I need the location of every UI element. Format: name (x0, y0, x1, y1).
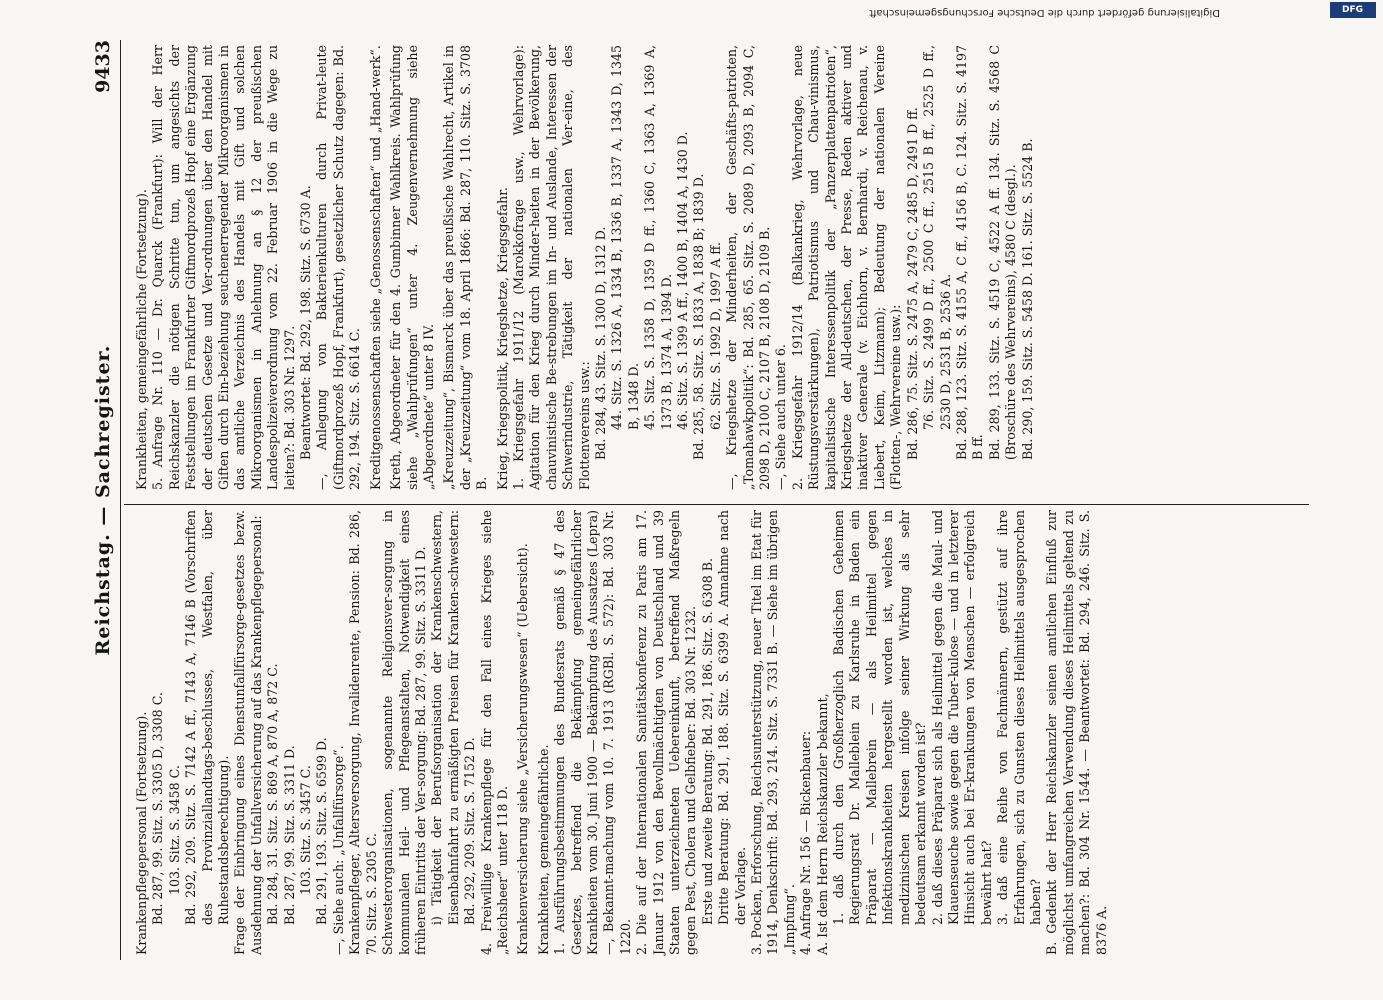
entry-heading: „Kreuzzeitung“, Bismarck über das preußische Wahlrecht, Artikel in der „Kreuzzeitung“ vom 18. April 1866: Bd. 287, 110. Sitz. S. 3708 B. (441, 45, 490, 490)
index-entry: Bd. 284, 43. Sitz. S. 1300 D, 1312 D. (592, 226, 608, 460)
index-entry: Bd. 288, 123. Sitz. S. 4155 A, C ff., 4156 B, C. 124. Sitz. S. 4197 B ff. (953, 45, 986, 460)
index-entry: 44. Sitz. S. 1326 A, 1334 B, 1336 B, 1337 A, 1343 D, 1345 B, 1348 D. (609, 45, 641, 430)
index-entry: Schwesterorganisationen, sogenannte Religionsver-sorgung in kommunalen Heil- und Pflegeanstalten, Notwendigkeit eines früheren Eintritts der Ver-sorgung: Bd. 287, 99. Sitz. S. 3311 D. (380, 510, 428, 955)
index-entry: i) Tätigkeit der Berufsorganisation der Krankenschwestern, Eisenbahnfahrt zu ermäßigten Preisen für Kranken-schwestern: Bd. 292, 209. Sitz. S. 7152 D. (429, 510, 478, 925)
credit-text: Digitalisierung gefördert durch die Deutsche Forschungsgemeinschaft (869, 7, 1220, 18)
index-entry: Bd. 287, 99. Sitz. S. 3305 D, 3308 C. (150, 692, 166, 925)
index-entry: 2. Die auf der Internationalen Sanitätskonferenz zu Paris am 17. Januar 1912 von den Bevollmächtigten von Deutschland und 39 Staaten unterzeichneten Uebereinkunft, betreffend Maßregeln gegen Pest, Cholera und Gelbfieber: Bd. 303 Nr. 1232. (634, 510, 699, 955)
index-entry: 46. Sitz. S. 1399 A ff., 1400 B, 1404 A, 1430 D. (675, 131, 690, 430)
entry-heading: Krankenversicherung siehe „Versicherungswesen“ (Uebersicht). (515, 543, 531, 955)
index-entry: 4. Anfrage Nr. 156 — Bickenbauer: (798, 730, 814, 955)
entry-heading: Krieg, Kriegspolitik, Kriegshetze, Kriegsgefahr. (494, 187, 510, 490)
entry-heading: Krankenpflegepersonal (Fortsetzung). (134, 711, 149, 955)
page-number: 9433 (92, 40, 114, 93)
index-entry: Bd. 290, 159. Sitz. S. 5458 D. 161. Sitz. S. 5524 B. (1019, 138, 1035, 460)
index-entry: 5. Anfrage Nr. 110 — Dr. Quarck (Frankfurt): Will der Herr Reichskanzler die nötigen Schritte tun, um angesichts der Feststellungen im Frankfurter Giftmordprozeß Hopf eine Ergänzung der deutschen Gesetze und Ver-ordnungen über den Handel mit Giften durch Ein-beziehung seuchenerregender Mikroorganismen in das amtliche Verzeichnis des Handels mit Gift und solchen Mikroorganismen in Anlehnung an § 12 der preußischen Landespolizeiverordnung vom 22. Februar 1906 in die Wege zu leiten?: Bd. 303 Nr. 1297. (150, 45, 297, 490)
column-divider (124, 504, 1309, 505)
index-entry: Bd. 286, 75. Sitz. S. 2475 A, 2479 C, 2485 D, 2491 D ff. (904, 107, 920, 460)
index-entry: 76. Sitz. S. 2499 D ff., 2500 C ff., 2515 B ff., 2525 D ff., 2530 D, 2531 B, 2536 A. (921, 45, 953, 430)
entry-heading: Kreth, Abgeordneter für den 4. Gumbinner Wahlkreis. Wahlprüfung siehe „Wahlprüfungen“ unter 4. Zeugenvernehmung siehe „Abgeordnete“ unter 8 IV. (388, 45, 436, 490)
right-column (130, 45, 1036, 490)
running-header (88, 40, 121, 960)
index-entry: 3. Pocken, Erforschung, Reichsunterstützung, neuer Titel im Etat für 1914, Denkschrift: Bd. 293, 214. Sitz. S. 7331 B. — Siehe im übrigen „Impfung“. (749, 510, 797, 955)
index-entry: Beantwortet: Bd. 292, 198. Sitz. S. 6730 A. (298, 185, 314, 460)
index-entry: —, Siehe auch unter 6. (773, 344, 789, 490)
index-entry: Bd. 284, 31. Sitz. S. 869 A, 870 A, 872 C. (265, 663, 281, 925)
index-entry: Bd. 287, 99. Sitz. S. 3311 D. (281, 745, 297, 925)
index-entry: —, Anlegung von Bakterienkulturen durch Privat-leute (Giftmordprozeß Hopf, Frankfurt), gesetzlicher Schutz dagegen: Bd. 292, 194. Sitz. S. 6614 C. (314, 45, 363, 490)
index-entry: Bd. 292, 209. Sitz. S. 7142 A ff., 7143 A, 7146 B (Vorschriften des Provinziallandtags-beschlusses, Westfalen, über Ruhestandsberechtigung). (183, 510, 232, 925)
header-title: Reichstag. — Sachregister. (92, 344, 114, 656)
index-entry: 103. Sitz. S. 3458 C. (166, 765, 182, 895)
index-entry: 2. daß dieses Präparat sich als Heilmittel gegen die Maul- und Klauenseuche sowie gegen die Tuber-kulose — und in letzterer Hinsicht auch bei Er-krankungen von Menschen — erfolgreich bewährt hat? (929, 510, 994, 925)
index-entry: Frage der Einbringung eines Dienstunfallfürsorge-gesetzes bezw. Ausdehnung der Unfallversicherung auf das Krankenpflegepersonal: (232, 510, 264, 955)
entry-heading: Krankheiten, gemeingefährliche (Fortsetzung). (134, 189, 149, 490)
digitization-credit (0, 0, 1383, 20)
index-entry: 1. Kriegsgefahr 1911/12 (Marokkofrage usw., Wehrvorlage): Agitation für den Krieg durch Minder-heiten in der Bevölkerung, chauvinistische Be-strebungen im In- und Auslande, Interessen der Schwerindustrie, Tätigkeit der nationalen Ver-eine, des Flottenvereins usw.: (510, 45, 592, 490)
index-entry: Dritte Beratung: Bd. 291, 188. Sitz. S. 6399 A. Annahme nach der Vorlage. (716, 510, 748, 925)
left-column (130, 510, 1110, 955)
index-entry: Bd. 291, 193. Sitz. S. 6599 D. (314, 737, 330, 925)
index-entry: 1. Ausführungsbestimmungen des Bundesrats gemäß § 47 des Gesetzes, betreffend die Bekämpfung gemeingefährlicher Krankheiten vom 30. Juni 1900 — Bekämpfung des Aussatzes (Lepra) —, Bekannt-machung vom 10. 7. 1913 (RGBl. S. 572): Bd. 303 Nr. 1220. (552, 510, 633, 955)
index-entry: A. Ist dem Herrn Reichskanzler bekannt, (814, 693, 830, 955)
index-entry: 3. daß eine Reihe von Fachmännern, gestützt auf ihre Erfahrungen, sich zu Gunsten dieses Heilmittels ausgesprochen haben? (995, 510, 1043, 925)
index-entry: Krankenpfleger, Altersversorgung, Invalidenrente, Pension: Bd. 286, 70. Sitz. S. 2305 C. (347, 510, 379, 955)
index-entry: 2. Kriegsgefahr 1912/14 (Balkankrieg, Wehrvorlage, neue Rüstungsverstärkungen), Patriotismus und Chau-vinismus, kapitalistische Interessenpolitik der „Panzerplattenpatrioten“, Kriegshetze der All-deutschen, der Presse, Reden aktiver und inaktiver Generale (v. Eichhorn, v. Bernhardi, v. Reichenau, v. Liebert, Keim, Litzmann); Bedeutung der nationalen Vereine (Flotten-, Wehrvereine usw.): (789, 45, 904, 490)
index-entry: B. Gedenkt der Herr Reichskanzler seinen amtlichen Einfluß zur möglichst umfangreichen Verwendung dieses Heilmittels geltend zu machen?: Bd. 304 Nr. 1544. — Beantwortet: Bd. 294, 246. Sitz. S. 8376 A. (1044, 510, 1109, 955)
index-entry: Erste und zweite Beratung: Bd. 291, 186. Sitz. S. 6308 B. (699, 558, 715, 925)
index-entry: 62. Sitz. S. 1992 D, 1997 A ff. (707, 242, 723, 430)
index-entry: 45. Sitz. S. 1358 D, 1359 D ff., 1360 C, 1363 A, 1369 A, 1373 B, 1374 A, 1394 D. (642, 45, 674, 430)
entry-heading: Krankheiten, gemeingefährliche. (535, 744, 551, 955)
index-entry: 103. Sitz. S. 3457 C. (298, 765, 314, 895)
index-entry: 1. daß durch den Großherzoglich Badischen Geheimen Regierungsrat Dr. Malleblein zu Karlsruhe in Baden ein Präparat — Mallebrein — als Heilmittel gegen Infektionskrankheiten hergestellt worden ist, welches in medizinischen Kreisen infolge seiner Wirkung als sehr bedeutsam erkannt worden ist? (831, 510, 929, 925)
dfg-logo: DFG (1330, 2, 1376, 18)
index-entry: —, Siehe auch: „Unfallfürsorge“. (330, 745, 346, 955)
index-entry: —, Kriegshetze der Minderheiten, der Geschäfts-patrioten, „Tomahawkpolitik“: Bd. 285, 65. Sitz. S. 2089 D, 2093 B, 2094 C, 2098 D, 2100 C, 2107 B, 2108 D, 2109 B. (724, 45, 773, 490)
index-entry: Bd. 289, 133. Sitz. S. 4519 C, 4522 A ff. 134. Sitz. S. 4568 C (Broschüre des Wehrvereins), 4580 C (desgl.). (986, 45, 1019, 460)
index-entry: 4. Freiwillige Krankenpflege für den Fall eines Krieges siehe „Reichsheer“ unter 118 D. (478, 510, 510, 955)
entry-heading: Kreditgenossenschaften siehe „Genossenschaften“ und „Hand-werk“. (367, 45, 383, 490)
index-entry: Bd. 285, 58. Sitz. S. 1833 A, 1838 B; 1839 D. (691, 173, 707, 460)
